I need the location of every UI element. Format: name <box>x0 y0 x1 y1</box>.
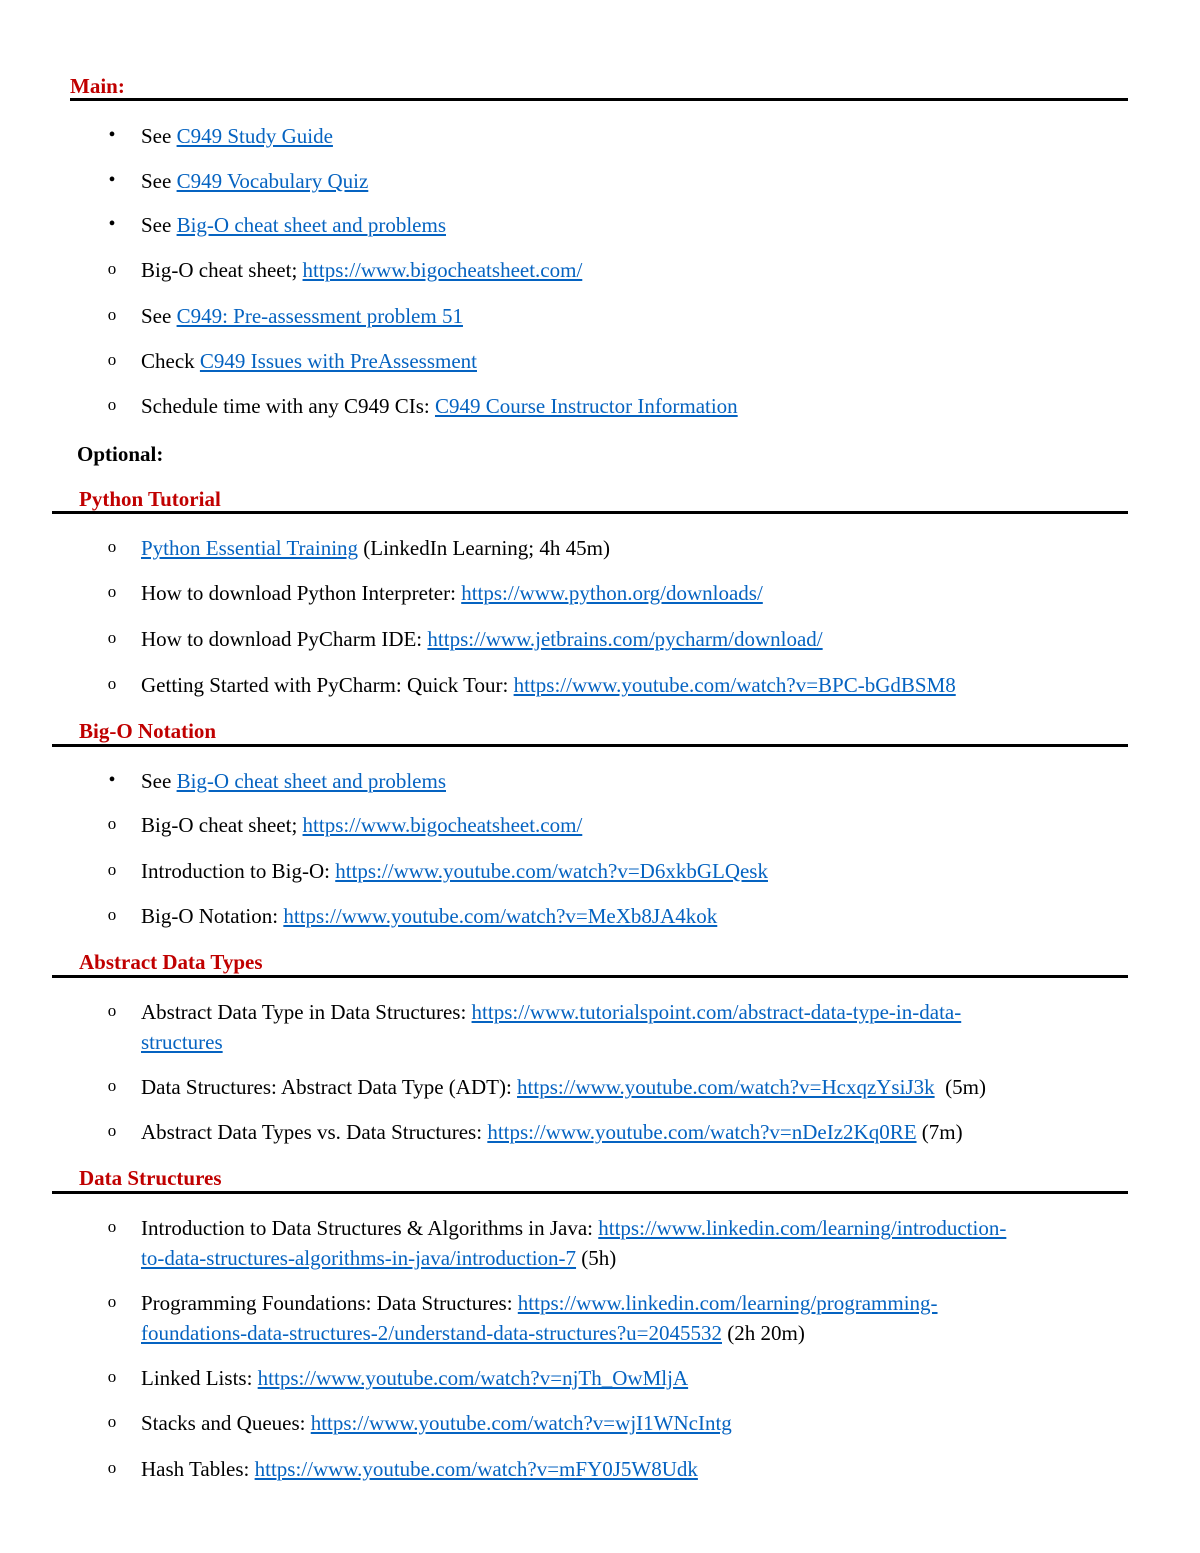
big-o-cheat-sheet-problems-link[interactable]: Big-O cheat sheet and problems <box>176 213 446 237</box>
item-suffix: (5h) <box>576 1246 617 1270</box>
item-text: See <box>141 169 177 193</box>
bullet-marker: • <box>108 213 116 235</box>
circle-marker: o <box>107 814 117 833</box>
item-suffix: (2h 20m) <box>722 1321 805 1345</box>
circle-marker: o <box>107 582 117 601</box>
item-suffix: (7m) <box>916 1120 963 1144</box>
circle-marker: o <box>107 1292 117 1311</box>
main-heading: Main: <box>70 74 125 98</box>
circle-marker: o <box>107 1412 117 1431</box>
item-text: See <box>141 213 177 237</box>
item-text: Data Structures: Abstract Data Type (ADT): <box>141 1075 518 1099</box>
circle-marker: o <box>107 860 117 879</box>
circle-marker: o <box>107 905 117 924</box>
item-text: Getting Started with PyCharm: Quick Tour: <box>141 673 514 697</box>
item-suffix: (5m) <box>934 1075 986 1099</box>
circle-marker: o <box>107 1367 117 1386</box>
pycharm-download-link[interactable]: https://www.jetbrains.com/pycharm/download/ <box>427 627 823 651</box>
adt-vs-ds-video-link[interactable]: https://www.youtube.com/watch?v=nDeIz2Kq0RE <box>487 1120 917 1144</box>
circle-marker: o <box>107 628 117 647</box>
ds-divider <box>52 1191 1128 1194</box>
optional-heading: Optional: <box>77 442 164 466</box>
circle-marker: o <box>107 305 117 324</box>
python-essential-training-link[interactable]: Python Essential Training <box>141 536 359 560</box>
item-text: See <box>141 124 177 148</box>
bullet-marker: • <box>108 169 116 191</box>
item-text: Big-O cheat sheet; <box>141 258 303 282</box>
circle-marker: o <box>107 1076 117 1095</box>
adt-video-link[interactable]: https://www.youtube.com/watch?v=HcxqzYsiJ3k <box>517 1075 935 1099</box>
big-o-notation-video-link[interactable]: https://www.youtube.com/watch?v=MeXb8JA4kok <box>283 904 718 928</box>
bigocheatsheet-link[interactable]: https://www.bigocheatsheet.com/ <box>302 258 583 282</box>
item-text: How to download PyCharm IDE: <box>141 627 428 651</box>
linked-lists-video-link[interactable]: https://www.youtube.com/watch?v=njTh_OwMljA <box>257 1366 689 1390</box>
c949-study-guide-link[interactable]: C949 Study Guide <box>176 124 333 148</box>
linkedin-programming-foundations-link[interactable]: https://www.linkedin.com/learning/programming- <box>517 1291 938 1315</box>
python-download-link[interactable]: https://www.python.org/downloads/ <box>461 581 763 605</box>
hash-tables-video-link[interactable]: https://www.youtube.com/watch?v=mFY0J5W8Udk <box>254 1457 698 1481</box>
circle-marker: o <box>107 350 117 369</box>
bullet-marker: • <box>108 124 116 146</box>
circle-marker: o <box>107 395 117 414</box>
pycharm-quick-tour-link[interactable]: https://www.youtube.com/watch?v=BPC-bGdBSM8 <box>513 673 956 697</box>
bullet-marker: • <box>108 769 116 791</box>
preassessment-issues-link[interactable]: C949 Issues with PreAssessment <box>199 349 477 373</box>
abstract-data-types-heading: Abstract Data Types <box>79 950 263 974</box>
bigocheatsheet-link[interactable]: https://www.bigocheatsheet.com/ <box>302 813 583 837</box>
adt-divider <box>52 975 1128 978</box>
item-text: Programming Foundations: Data Structures: <box>141 1291 518 1315</box>
c949-vocabulary-quiz-link[interactable]: C949 Vocabulary Quiz <box>176 169 369 193</box>
item-text: Schedule time with any C949 CIs: <box>141 394 435 418</box>
data-structures-heading: Data Structures <box>79 1166 222 1190</box>
circle-marker: o <box>107 537 117 556</box>
tutorialspoint-adt-link-continued[interactable]: structures <box>141 1030 223 1054</box>
item-suffix: (LinkedIn Learning; 4h 45m) <box>358 536 610 560</box>
main-divider <box>70 98 1128 101</box>
linkedin-programming-foundations-link-continued[interactable]: foundations-data-structures-2/understand-data-structures?u=2045532 <box>141 1321 722 1345</box>
big-o-notation-heading: Big-O Notation <box>79 719 217 743</box>
circle-marker: o <box>107 1217 117 1236</box>
big-o-divider <box>52 744 1128 747</box>
circle-marker: o <box>107 674 117 693</box>
stacks-queues-video-link[interactable]: https://www.youtube.com/watch?v=wjI1WNcIntg <box>310 1411 732 1435</box>
python-divider <box>52 511 1128 514</box>
item-text: Hash Tables: <box>141 1457 255 1481</box>
linkedin-ds-algorithms-java-link-continued[interactable]: to-data-structures-algorithms-in-java/introduction-7 <box>141 1246 577 1270</box>
item-text: Linked Lists: <box>141 1366 258 1390</box>
item-text: Check <box>141 349 200 373</box>
item-text: Abstract Data Type in Data Structures: <box>141 1000 472 1024</box>
item-text: Big-O Notation: <box>141 904 284 928</box>
item-text: Introduction to Data Structures & Algorithms in Java: <box>141 1216 599 1240</box>
item-text: See <box>141 304 177 328</box>
pre-assessment-problem-link[interactable]: C949: Pre-assessment problem 51 <box>176 304 463 328</box>
item-text: How to download Python Interpreter: <box>141 581 462 605</box>
python-tutorial-heading: Python Tutorial <box>79 487 221 511</box>
item-text: Stacks and Queues: <box>141 1411 311 1435</box>
course-instructor-info-link[interactable]: C949 Course Instructor Information <box>434 394 738 418</box>
item-text: Introduction to Big-O: <box>141 859 336 883</box>
circle-marker: o <box>107 1121 117 1140</box>
item-text: See <box>141 769 177 793</box>
circle-marker: o <box>107 259 117 278</box>
tutorialspoint-adt-link[interactable]: https://www.tutorialspoint.com/abstract-data-type-in-data- <box>471 1000 962 1024</box>
big-o-cheat-sheet-problems-link[interactable]: Big-O cheat sheet and problems <box>176 769 446 793</box>
circle-marker: o <box>107 1458 117 1477</box>
item-text: Abstract Data Types vs. Data Structures: <box>141 1120 488 1144</box>
linkedin-ds-algorithms-java-link[interactable]: https://www.linkedin.com/learning/introduction- <box>598 1216 1007 1240</box>
item-text: Big-O cheat sheet; <box>141 813 303 837</box>
circle-marker: o <box>107 1001 117 1020</box>
intro-big-o-video-link[interactable]: https://www.youtube.com/watch?v=D6xkbGLQesk <box>335 859 768 883</box>
